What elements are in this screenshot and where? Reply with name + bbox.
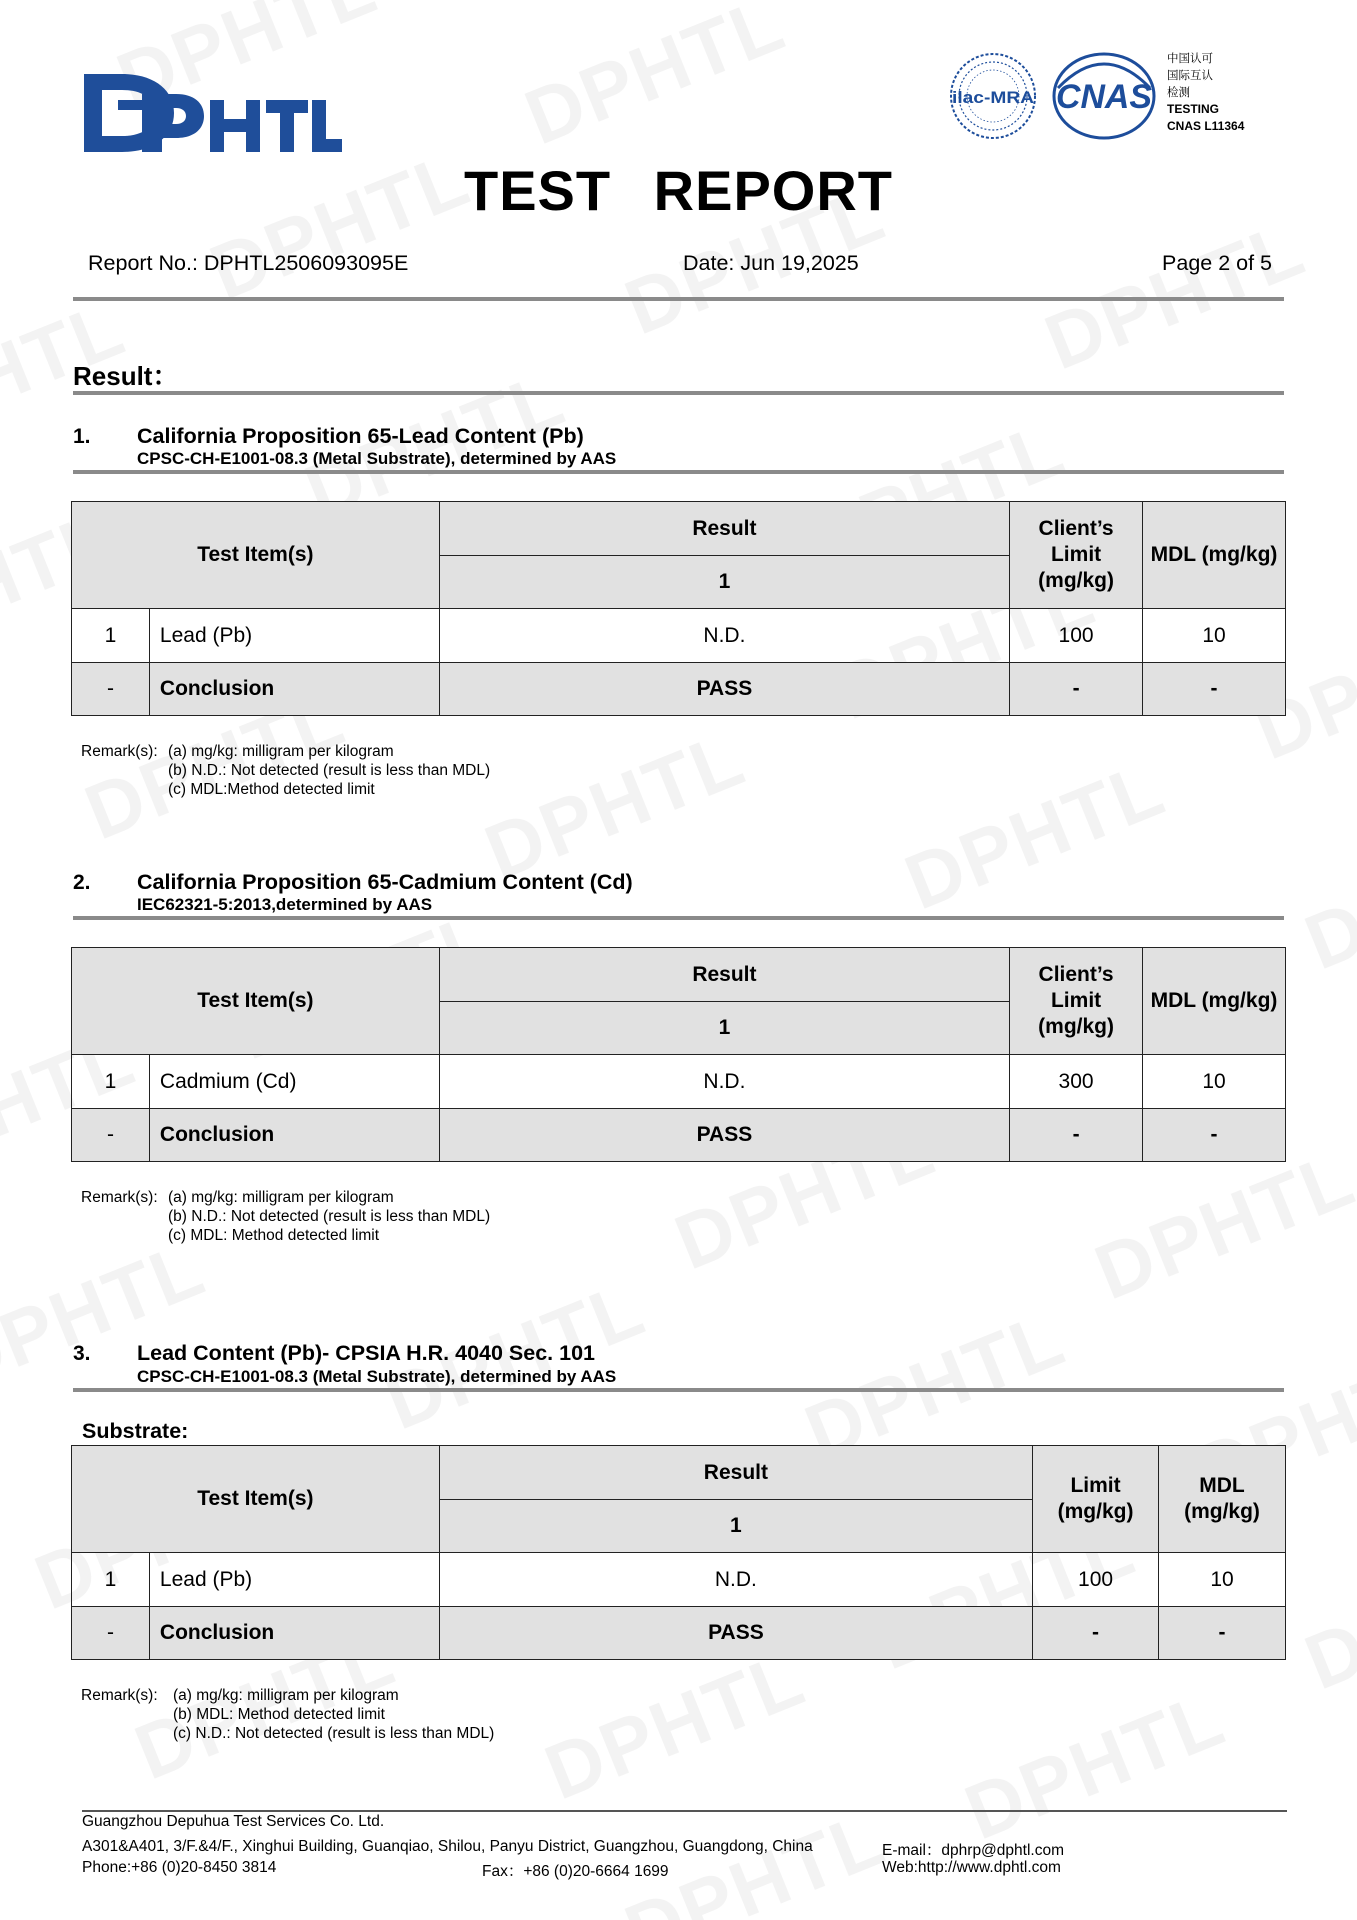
remark-item: (b) MDL: Method detected limit (173, 1706, 385, 1723)
section-title: Lead Content (Pb)- CPSIA H.R. 4040 Sec. 101 (137, 1341, 595, 1365)
row-mdl: 10 (1159, 1553, 1286, 1607)
watermark (893, 743, 1177, 929)
result-table (71, 1445, 1286, 1660)
conclusion-result: PASS (439, 663, 1009, 716)
table-row (72, 609, 1286, 663)
row-test-item: Cadmium (Cd) (149, 1055, 439, 1109)
footer-email: E-mail：dphrp@dphtl.com (882, 1842, 1064, 1859)
conclusion-label: Conclusion (149, 663, 439, 716)
conclusion-result: PASS (439, 1607, 1032, 1660)
result-table (71, 947, 1286, 1162)
col-header-test-item: Test Item(s) (72, 1446, 440, 1553)
header-divider (73, 297, 1284, 301)
watermark (953, 1673, 1237, 1859)
col-header-sample-number: 1 (439, 556, 1009, 609)
result-heading: Result： (73, 361, 179, 391)
conclusion-label: Conclusion (149, 1109, 439, 1162)
row-mdl: 10 (1143, 609, 1286, 663)
conclusion-mdl: - (1159, 1607, 1286, 1660)
conclusion-number: - (72, 663, 150, 716)
ilac-mra-icon (951, 54, 1035, 138)
col-header-result: Result (439, 502, 1009, 556)
cnas-icon (1054, 54, 1154, 138)
remark-item: (a) mg/kg: milligram per kilogram (168, 743, 394, 760)
conclusion-number: - (72, 1607, 150, 1660)
conclusion-row (72, 1109, 1286, 1162)
conclusion-limit: - (1033, 1607, 1159, 1660)
cert-number: CNAS L11364 (1167, 119, 1245, 133)
report-date: Date: Jun 19,2025 (683, 251, 859, 275)
watermark (533, 1633, 817, 1819)
section-number: 2. (73, 871, 91, 894)
section-number: 3. (73, 1342, 91, 1365)
row-number: 1 (72, 1055, 150, 1109)
conclusion-limit: - (1010, 663, 1143, 716)
row-result: N.D. (439, 1553, 1032, 1607)
watermark (513, 0, 797, 163)
ilac-mra-label: ilac-MRA (952, 88, 1034, 107)
page-title: TEST REPORT (463, 159, 894, 222)
footer-divider (82, 1810, 1287, 1812)
watermark (1033, 203, 1317, 389)
row-limit: 100 (1033, 1553, 1159, 1607)
conclusion-result: PASS (439, 1109, 1009, 1162)
col-header-test-item: Test Item(s) (72, 948, 440, 1055)
cert-cn-line: 检测 (1167, 85, 1190, 99)
section-title: California Proposition 65-Lead Content (Pb) (137, 424, 584, 448)
conclusion-row (72, 663, 1286, 716)
report-number: Report No.: DPHTL2506093095E (88, 251, 409, 275)
remarks-label: Remark(s): (81, 1189, 158, 1206)
conclusion-label: Conclusion (149, 1607, 439, 1660)
table-row (72, 1553, 1286, 1607)
remark-item: (c) MDL: Method detected limit (168, 1227, 380, 1244)
row-mdl: 10 (1143, 1055, 1286, 1109)
footer-company: Guangzhou Depuhua Test Services Co. Ltd. (82, 1813, 385, 1830)
footer-website: Web:http://www.dphtl.com (882, 1859, 1061, 1876)
col-header-mdl: MDL (mg/kg) (1143, 502, 1286, 609)
remarks-label: Remark(s): (81, 1687, 158, 1704)
watermark (1293, 803, 1357, 989)
row-result: N.D. (439, 1055, 1009, 1109)
col-header-result: Result (439, 948, 1009, 1002)
row-limit: 300 (1010, 1055, 1143, 1109)
row-test-item: Lead (Pb) (149, 609, 439, 663)
conclusion-mdl: - (1143, 663, 1286, 716)
col-header-test-item: Test Item(s) (72, 502, 440, 609)
footer-address: A301&A401, 3/F.&4/F., Xinghui Building, Guanqiao, Shilou, Panyu District, Guangzhou, Guangdong, China (82, 1838, 813, 1855)
footer-fax: Fax：+86 (0)20-6664 1699 (482, 1863, 669, 1880)
substrate-label: Substrate: (82, 1419, 189, 1443)
remark-item: (c) MDL:Method detected limit (168, 781, 375, 798)
conclusion-mdl: - (1143, 1109, 1286, 1162)
footer-phone: Phone:+86 (0)20-8450 3814 (82, 1859, 277, 1876)
conclusion-limit: - (1010, 1109, 1143, 1162)
cert-cn-line: 中国认可 (1167, 51, 1213, 65)
remark-item: (b) N.D.: Not detected (result is less than MDL) (168, 1208, 491, 1225)
result-table (71, 501, 1286, 716)
remark-item: (b) N.D.: Not detected (result is less than MDL) (168, 762, 491, 779)
table-row (72, 1055, 1286, 1109)
remark-item: (a) mg/kg: milligram per kilogram (168, 1189, 394, 1206)
col-header-mdl: MDL (mg/kg) (1159, 1446, 1286, 1553)
cert-cn-line: 国际互认 (1167, 68, 1213, 82)
col-header-sample-number: 1 (439, 1500, 1032, 1553)
remarks-label: Remark(s): (81, 743, 158, 760)
cert-en-line: TESTING (1167, 102, 1220, 116)
watermark (1293, 1523, 1357, 1709)
col-header-limit: Client’s Limit (mg/kg) (1010, 948, 1143, 1055)
row-number: 1 (72, 1553, 150, 1607)
remark-item: (a) mg/kg: milligram per kilogram (173, 1687, 399, 1704)
result-divider (73, 391, 1284, 395)
cnas-label: CNAS (1056, 78, 1153, 116)
col-header-limit: Client’s Limit (mg/kg) (1010, 502, 1143, 609)
row-number: 1 (72, 609, 150, 663)
cnas-accreditation-text (1167, 50, 1244, 135)
col-header-result: Result (439, 1446, 1032, 1500)
remark-item: (c) N.D.: Not detected (result is less than MDL) (173, 1725, 495, 1742)
col-header-sample-number: 1 (439, 1002, 1009, 1055)
section-method: CPSC-CH-E1001-08.3 (Metal Substrate), determined by AAS (137, 449, 617, 468)
row-test-item: Lead (Pb) (149, 1553, 439, 1607)
section-divider (73, 916, 1284, 920)
section-method: CPSC-CH-E1001-08.3 (Metal Substrate), determined by AAS (137, 1367, 617, 1386)
page-number: Page 2 of 5 (1162, 251, 1272, 275)
section-title: California Proposition 65-Cadmium Content (Cd) (137, 870, 633, 894)
row-limit: 100 (1010, 609, 1143, 663)
section-number: 1. (73, 425, 91, 448)
conclusion-number: - (72, 1109, 150, 1162)
section-divider (73, 1388, 1284, 1392)
col-header-limit: Limit (mg/kg) (1033, 1446, 1159, 1553)
dphtl-logo (82, 72, 342, 154)
watermark (613, 1793, 897, 1920)
col-header-mdl: MDL (mg/kg) (1143, 948, 1286, 1055)
section-divider (73, 470, 1284, 474)
row-result: N.D. (439, 609, 1009, 663)
conclusion-row (72, 1607, 1286, 1660)
section-method: IEC62321-5:2013,determined by AAS (137, 895, 433, 914)
